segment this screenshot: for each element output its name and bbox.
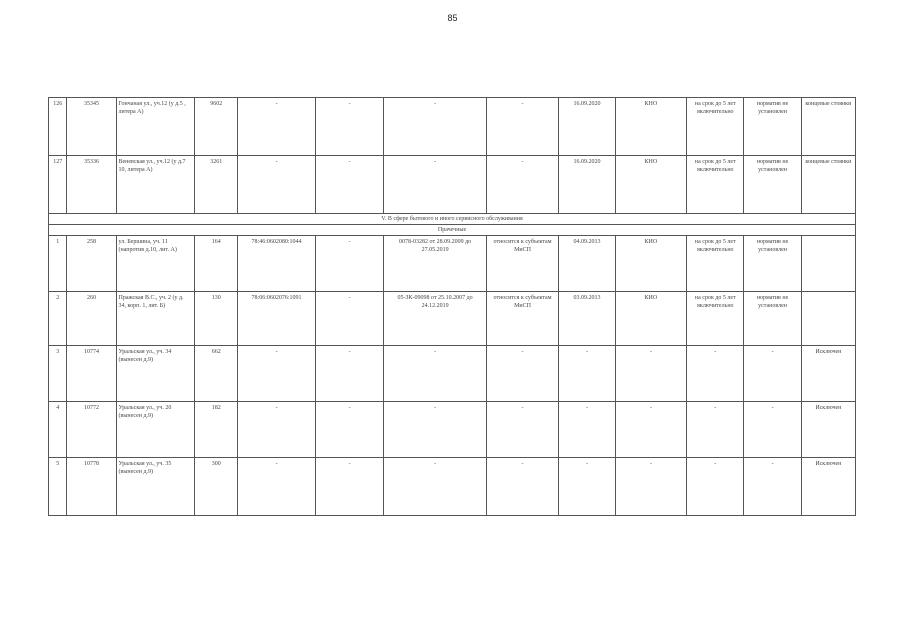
table-cell: 2 — [49, 292, 67, 346]
table-cell: - — [559, 402, 615, 458]
table-cell: - — [486, 98, 559, 156]
table-cell: Гончаная ул., уч.12 (у д.5 , литера А) — [116, 98, 195, 156]
table-cell: на срок до 5 лет включительно — [687, 98, 744, 156]
section-header-row — [49, 214, 856, 225]
table-cell: - — [615, 346, 687, 402]
table-cell: норматив не установлен — [744, 98, 801, 156]
table-cell: - — [315, 236, 384, 292]
table-cell: 9602 — [195, 98, 238, 156]
table-cell: - — [486, 156, 559, 214]
table-cell: КИО — [615, 292, 687, 346]
table-cell: норматив не установлен — [744, 292, 801, 346]
table-cell: - — [238, 98, 316, 156]
table-cell: 16.09.2020 — [559, 98, 615, 156]
table-cell: - — [315, 402, 384, 458]
table-cell: 78:06:0602076:1091 — [238, 292, 316, 346]
table-cell: норматив не установлен — [744, 236, 801, 292]
table-cell: - — [744, 346, 801, 402]
table-row — [49, 236, 856, 292]
table-cell: 10778 — [67, 458, 116, 516]
table-row — [49, 98, 856, 156]
page-number: 85 — [447, 13, 458, 23]
table-cell: 16.09.2020 — [559, 156, 615, 214]
table-cell: 164 — [195, 236, 238, 292]
table-cell: 4 — [49, 402, 67, 458]
table-cell: - — [238, 402, 316, 458]
table-row — [49, 346, 856, 402]
table-cell: - — [315, 98, 384, 156]
table-cell: Уральская ул., уч. 20 (вынесен д.9) — [116, 402, 195, 458]
table-cell: 182 — [195, 402, 238, 458]
table-cell: - — [315, 156, 384, 214]
table-row — [49, 458, 856, 516]
table-cell: на срок до 5 лет включительно — [687, 156, 744, 214]
section-title: V. В сфере бытового и иного сервисного обслуживания — [49, 214, 856, 225]
table-cell: - — [384, 346, 486, 402]
table-cell: 1 — [49, 236, 67, 292]
table-cell: Уральская ул., уч. 35 (вынесен д.9) — [116, 458, 195, 516]
table-cell: - — [744, 402, 801, 458]
table-cell: - — [315, 292, 384, 346]
table-cell: - — [744, 458, 801, 516]
table-cell: 10774 — [67, 346, 116, 402]
table-cell: Уральская ул., уч. 34 (вынесен д.9) — [116, 346, 195, 402]
table-cell: 35336 — [67, 156, 116, 214]
table-cell: - — [384, 98, 486, 156]
table-cell: - — [238, 458, 316, 516]
table-cell: 260 — [67, 292, 116, 346]
table-cell: Исключен — [801, 402, 855, 458]
table-cell: - — [486, 346, 559, 402]
table-cell: Исключен — [801, 346, 855, 402]
table-cell: 35345 — [67, 98, 116, 156]
table-cell: - — [486, 402, 559, 458]
subsection-title: Прачечные — [49, 225, 856, 236]
table-cell: 3261 — [195, 156, 238, 214]
table-cell: - — [384, 458, 486, 516]
table-cell: относится к субъектам МиСП — [486, 236, 559, 292]
table-cell: - — [615, 402, 687, 458]
table-cell: 03.09.2013 — [559, 292, 615, 346]
table-cell: 04.09.2013 — [559, 236, 615, 292]
table-cell: норматив не установлен — [744, 156, 801, 214]
subsection-header-row — [49, 225, 856, 236]
table-cell: 126 — [49, 98, 67, 156]
table-cell: - — [486, 458, 559, 516]
table-cell: - — [384, 156, 486, 214]
table-cell: - — [615, 458, 687, 516]
table-cell: КИО — [615, 236, 687, 292]
table-cell: 127 — [49, 156, 67, 214]
table-cell: на срок до 5 лет включительно — [687, 236, 744, 292]
table-cell: относится к субъектам МиСП — [486, 292, 559, 346]
table-cell: - — [559, 458, 615, 516]
table-row — [49, 156, 856, 214]
table-cell: 78:46:0602080:1044 — [238, 236, 316, 292]
table-cell: - — [315, 346, 384, 402]
registry-table — [48, 97, 856, 516]
table-cell: 10772 — [67, 402, 116, 458]
table-cell: - — [384, 402, 486, 458]
table-cell: 05-ЗК-09098 от 25.10.2007 до 24.12.2019 — [384, 292, 486, 346]
table-cell: - — [315, 458, 384, 516]
table-row — [49, 292, 856, 346]
table-cell: - — [238, 346, 316, 402]
table-cell: концевые стоянки — [801, 156, 855, 214]
table-cell — [801, 236, 855, 292]
table-cell: ул. Бершина, уч. 11 (напротив д.10, лит. А) — [116, 236, 195, 292]
table-cell: Веневская ул., уч.12 (у д.7 10, литера А) — [116, 156, 195, 214]
table-cell: на срок до 5 лет включительно — [687, 292, 744, 346]
table-cell: концевые стоянки — [801, 98, 855, 156]
table-cell: 662 — [195, 346, 238, 402]
table-cell: - — [238, 156, 316, 214]
table-cell: КНО — [615, 98, 687, 156]
table-cell: Пражская В.С., уч. 2 (у д. 34, корп. 1, лит. Б) — [116, 292, 195, 346]
table-cell: - — [687, 402, 744, 458]
table-cell — [801, 292, 855, 346]
table-cell: - — [687, 346, 744, 402]
table-cell: Исключен — [801, 458, 855, 516]
table-row — [49, 402, 856, 458]
table-cell: 300 — [195, 458, 238, 516]
table-cell: 0078-03282 от 28.09.2009 до 27.05.2019 — [384, 236, 486, 292]
table-cell: 3 — [49, 346, 67, 402]
table-cell: - — [687, 458, 744, 516]
table-cell: 130 — [195, 292, 238, 346]
table-cell: - — [559, 346, 615, 402]
table-cell: 5 — [49, 458, 67, 516]
table-cell: 258 — [67, 236, 116, 292]
table-cell: КНО — [615, 156, 687, 214]
